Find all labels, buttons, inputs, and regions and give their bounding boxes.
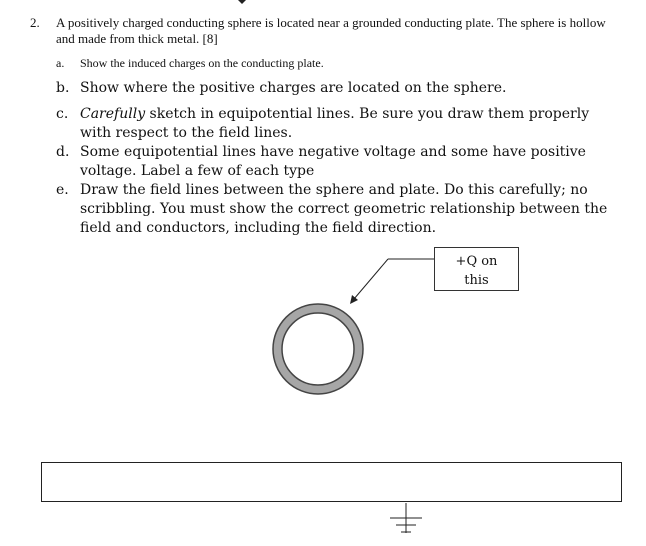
part-a-text: Show the induced charges on the conducting plate. <box>80 56 324 70</box>
charge-callout-box <box>434 247 519 291</box>
part-d-text: Some equipotential lines have negative voltage and some have positive voltage. Label a few of each type <box>80 144 586 179</box>
part-c-text: sketch in equipotential lines. Be sure you draw them properly with respect to the field lines. <box>80 106 590 141</box>
part-b <box>56 79 636 99</box>
part-c-emphasis: Carefully <box>80 106 146 122</box>
part-b-text: Show where the positive charges are located on the sphere. <box>80 80 507 96</box>
part-d <box>56 143 636 183</box>
part-a-label: a. <box>56 56 65 70</box>
part-c-content <box>80 105 620 143</box>
part-e-label: e. <box>56 182 69 198</box>
part-c-label: c. <box>56 106 69 122</box>
part-c <box>56 105 636 145</box>
callout-line-2: this <box>464 273 489 288</box>
callout-leader-diagonal <box>354 259 388 299</box>
sphere-inner <box>282 313 354 385</box>
callout-line-1: +Q on <box>455 254 498 269</box>
part-d-label: d. <box>56 144 70 160</box>
part-e <box>56 181 636 241</box>
grounded-conducting-plate <box>41 462 622 502</box>
question-stem: A positively charged conducting sphere is located near a grounded conducting plate. The sphere is hollow and made from thick metal. [8] <box>56 15 606 46</box>
question-number: 2. <box>30 15 40 30</box>
part-b-label: b. <box>56 80 70 96</box>
part-a <box>56 56 636 74</box>
stray-mark <box>238 0 246 4</box>
part-e-text: Draw the field lines between the sphere and plate. Do this carefully; no scribbling. You must show the correct geometric relationship between the field and conductors, including the field direction. <box>80 182 608 236</box>
